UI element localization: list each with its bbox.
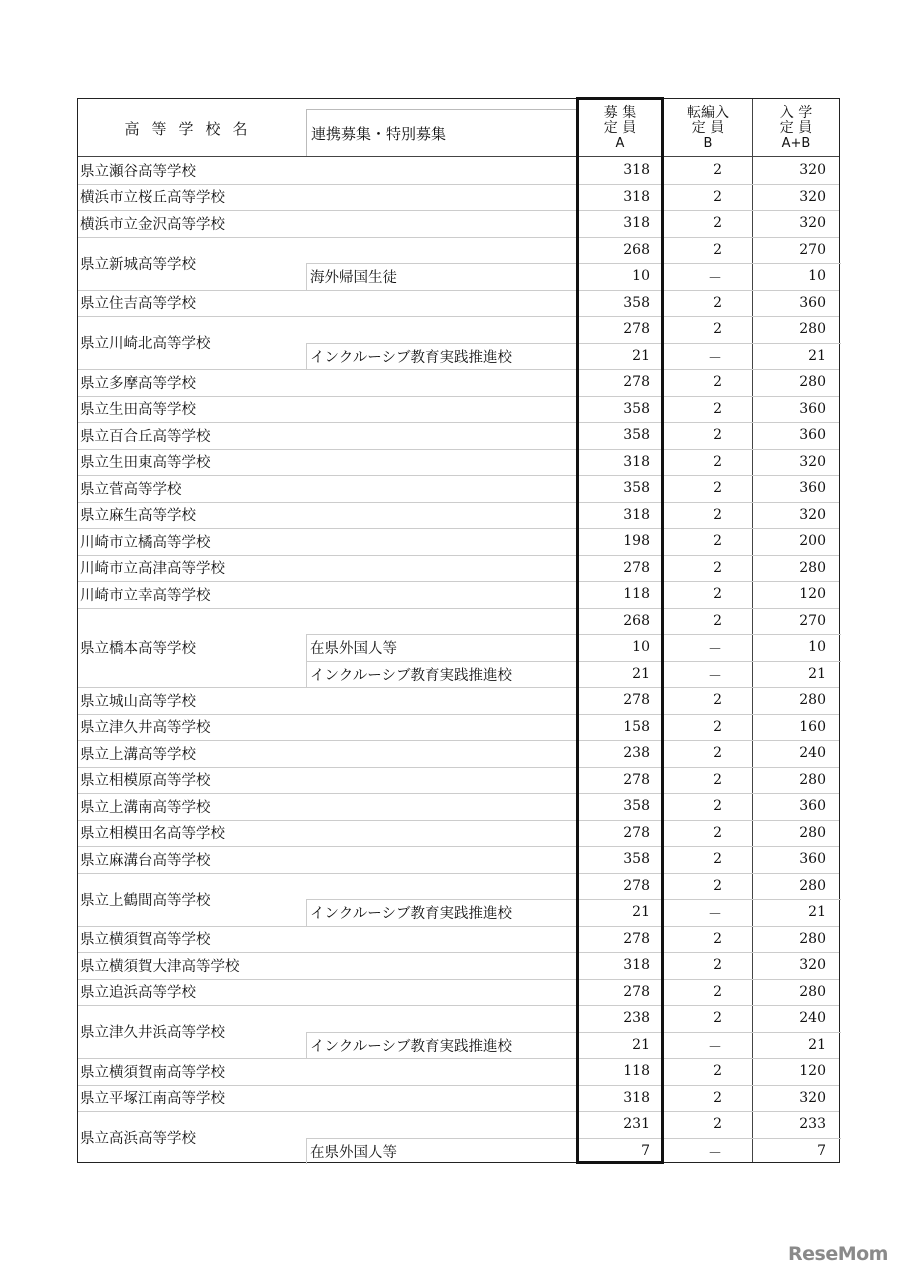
header-col-c-line1: 入 学 (779, 104, 813, 121)
capacity-b-cell: 2 (713, 745, 722, 761)
capacity-c-cell: 10 (808, 268, 826, 284)
school-name: 県立百合丘高等学校 (80, 428, 211, 445)
capacity-a-cell: 10 (632, 268, 650, 284)
school-name: 県立横須賀大津高等学校 (80, 958, 240, 975)
school-name: 県立津久井高等学校 (80, 720, 211, 737)
capacity-b-cell: 2 (713, 612, 722, 629)
capacity-a-cell: 358 (623, 851, 650, 867)
school-name: 県立多摩高等学校 (80, 375, 196, 392)
capacity-a-cell: 358 (623, 427, 650, 443)
capacity-a-cell: 358 (623, 480, 650, 496)
capacity-c-cell: 21 (808, 904, 826, 920)
col-divider-b (752, 99, 753, 1162)
school-name: 県立上溝高等学校 (80, 746, 196, 763)
capacity-b-cell: 2 (713, 851, 722, 867)
school-name: 県立平塚江南高等学校 (80, 1091, 225, 1108)
school-name: 県立橋本高等学校 (80, 640, 196, 657)
capacity-b-cell: 2 (713, 427, 722, 443)
sub-row-divider (576, 1138, 841, 1139)
capacity-a-cell: 318 (623, 188, 650, 205)
school-name: 県立新城高等学校 (80, 256, 196, 273)
capacity-c-cell: 320 (799, 162, 826, 178)
capacity-a-cell: 318 (623, 1089, 650, 1106)
capacity-a-cell: 278 (623, 692, 650, 708)
capacity-a-cell: 268 (623, 612, 650, 629)
capacity-b-cell: 2 (713, 1116, 722, 1132)
school-name: 県立横須賀南高等学校 (80, 1064, 225, 1081)
capacity-b-cell: － (708, 668, 722, 685)
capacity-a-cell: 318 (623, 957, 650, 973)
school-name: 川崎市立幸高等学校 (80, 587, 211, 604)
school-name: 川崎市立橘高等学校 (80, 534, 211, 551)
capacity-b-cell: 2 (713, 877, 722, 894)
capacity-a-cell: 238 (623, 1010, 650, 1026)
capacity-c-cell: 240 (799, 745, 826, 761)
capacity-c-cell: 270 (799, 612, 826, 629)
capacity-b-cell: 2 (713, 480, 722, 496)
capacity-c-cell: 320 (799, 957, 826, 973)
capacity-b-cell: 2 (713, 957, 722, 973)
capacity-c-cell: 233 (799, 1116, 826, 1132)
capacity-b-cell: － (708, 271, 722, 287)
school-name: 県立津久井浜高等学校 (80, 1025, 225, 1041)
capacity-a-cell: 278 (623, 983, 650, 1000)
capacity-a-cell: 358 (623, 294, 650, 311)
capacity-c-cell: 280 (799, 930, 826, 947)
school-name: 県立瀬谷高等学校 (80, 163, 196, 180)
sub-row-divider (576, 661, 841, 662)
sub-row-divider (576, 899, 841, 900)
capacity-c-cell: 320 (799, 1089, 826, 1106)
school-name: 県立生田東高等学校 (80, 455, 211, 472)
capacity-c-cell: 280 (799, 692, 826, 708)
capacity-a-cell: 238 (623, 745, 650, 761)
special-recruitment-label: インクルーシブ教育実践推進校 (306, 343, 576, 370)
special-recruitment-label: インクルーシブ教育実践推進校 (306, 899, 576, 926)
capacity-b-cell: 2 (713, 400, 722, 417)
capacity-c-cell: 360 (799, 400, 826, 417)
capacity-c-cell: 320 (799, 506, 826, 523)
special-recruitment-label: インクルーシブ教育実践推進校 (306, 1032, 576, 1059)
school-name: 県立高浜高等学校 (80, 1131, 196, 1147)
header-col-b (664, 99, 752, 157)
capacity-b-cell: 2 (713, 824, 722, 841)
capacity-b-cell: 2 (713, 692, 722, 708)
capacity-a-cell: 278 (623, 771, 650, 788)
capacity-a-cell: 318 (623, 453, 650, 470)
capacity-c-cell: 360 (799, 480, 826, 496)
capacity-c-cell: 280 (799, 877, 826, 894)
capacity-c-cell: 280 (799, 559, 826, 576)
capacity-c-cell: 120 (799, 1063, 826, 1079)
school-name: 県立上溝南高等学校 (80, 799, 211, 816)
capacity-b-cell: 2 (713, 586, 722, 602)
capacity-c-cell: 280 (799, 983, 826, 1000)
capacity-b-cell: 2 (713, 930, 722, 947)
capacity-a-cell: 358 (623, 400, 650, 417)
capacity-c-cell: 240 (799, 1010, 826, 1026)
capacity-a-cell: 158 (623, 718, 650, 735)
capacity-b-cell: 2 (713, 718, 722, 735)
capacity-a-cell: 21 (632, 347, 650, 364)
capacity-a-cell: 7 (641, 1142, 650, 1159)
capacity-c-cell: 120 (799, 586, 826, 602)
capacity-c-cell: 280 (799, 374, 826, 390)
sub-row-divider (576, 634, 841, 635)
capacity-b-cell: 2 (713, 374, 722, 390)
capacity-a-cell: 10 (632, 639, 650, 655)
capacity-b-cell: 2 (713, 983, 722, 1000)
capacity-b-cell: 2 (713, 241, 722, 258)
capacity-table (77, 98, 840, 1163)
school-name: 県立追浜高等学校 (80, 985, 196, 1002)
capacity-b-cell: 2 (713, 1063, 722, 1079)
capacity-a-cell: 318 (623, 506, 650, 523)
special-recruitment-label: 在県外国人等 (306, 1138, 576, 1165)
capacity-a-cell: 21 (632, 1036, 650, 1053)
capacity-c-cell: 160 (799, 718, 826, 735)
capacity-a-cell: 21 (632, 665, 650, 682)
header-col-a-letter: A (615, 135, 625, 151)
header-special-recruitment: 連携募集・特別募集 (306, 109, 576, 156)
capacity-a-cell: 231 (623, 1116, 650, 1132)
school-name: 横浜市立桜丘高等学校 (80, 190, 225, 207)
capacity-c-cell: 360 (799, 798, 826, 814)
capacity-c-cell: 360 (799, 851, 826, 867)
special-recruitment-label: 海外帰国生徒 (306, 263, 576, 290)
capacity-b-cell: － (708, 1145, 722, 1162)
capacity-a-cell: 118 (623, 586, 650, 602)
capacity-c-cell: 360 (799, 294, 826, 311)
school-name: 県立川崎北高等学校 (80, 336, 211, 352)
capacity-a-cell: 318 (623, 215, 650, 231)
school-name: 県立相模原高等学校 (80, 773, 211, 790)
capacity-b-cell: 2 (713, 559, 722, 576)
school-name: 県立相模田名高等学校 (80, 826, 225, 843)
capacity-a-cell: 198 (623, 533, 650, 549)
capacity-b-cell: 2 (713, 188, 722, 205)
table-header (78, 99, 839, 157)
capacity-a-cell: 278 (623, 824, 650, 841)
resemom-logo: ReseMom (788, 1243, 888, 1265)
capacity-b-cell: 2 (713, 1010, 722, 1026)
capacity-a-cell: 118 (623, 1063, 650, 1079)
header-col-b-letter: B (703, 135, 713, 151)
capacity-b-cell: － (708, 907, 722, 923)
school-name: 横浜市立金沢高等学校 (80, 216, 225, 233)
header-col-c (752, 99, 840, 157)
capacity-c-cell: 360 (799, 427, 826, 443)
school-name: 県立上鶴間高等学校 (80, 892, 211, 909)
capacity-b-cell: 2 (713, 294, 722, 311)
special-recruitment-label: インクルーシブ教育実践推進校 (306, 661, 576, 688)
header-col-a (576, 99, 664, 157)
capacity-c-cell: 280 (799, 771, 826, 788)
school-name: 県立菅高等学校 (80, 481, 182, 498)
school-row-divider (78, 475, 839, 476)
capacity-b-cell: 2 (713, 162, 722, 178)
header-col-c-line2: 定 員 (779, 119, 813, 136)
school-name: 県立住吉高等学校 (80, 296, 196, 313)
school-name: 県立城山高等学校 (80, 693, 196, 710)
capacity-b-cell: 2 (713, 321, 722, 337)
capacity-c-cell: 280 (799, 824, 826, 841)
capacity-c-cell: 320 (799, 453, 826, 470)
header-col-a-line1: 募 集 (603, 104, 637, 121)
school-name: 県立麻生高等学校 (80, 508, 196, 525)
school-name: 川崎市立高津高等学校 (80, 561, 225, 578)
school-name: 県立生田高等学校 (80, 402, 196, 419)
capacity-c-cell: 280 (799, 321, 826, 337)
sub-row-divider (576, 263, 841, 264)
header-col-a-line2: 定 員 (603, 119, 637, 136)
capacity-b-cell: － (708, 1039, 722, 1056)
header-col-b-line1: 転編入 (687, 104, 729, 121)
capacity-c-cell: 7 (817, 1142, 826, 1159)
capacity-c-cell: 21 (808, 665, 826, 682)
capacity-a-cell: 278 (623, 930, 650, 947)
school-name: 県立横須賀高等学校 (80, 932, 211, 949)
sub-row-divider (576, 1032, 841, 1033)
header-col-c-letter: A+B (781, 135, 811, 151)
capacity-c-cell: 320 (799, 188, 826, 205)
capacity-a-cell: 278 (623, 559, 650, 576)
capacity-b-cell: 2 (713, 453, 722, 470)
capacity-a-cell: 278 (623, 321, 650, 337)
sub-row-divider (576, 343, 841, 344)
capacity-c-cell: 270 (799, 241, 826, 258)
capacity-a-cell: 318 (623, 162, 650, 178)
capacity-a-cell: 268 (623, 241, 650, 258)
capacity-b-cell: 2 (713, 215, 722, 231)
capacity-a-cell: 278 (623, 374, 650, 390)
capacity-b-cell: 2 (713, 798, 722, 814)
capacity-b-cell: 2 (713, 506, 722, 523)
special-recruitment-label: 在県外国人等 (306, 634, 576, 661)
capacity-a-cell: 358 (623, 798, 650, 814)
capacity-c-cell: 320 (799, 215, 826, 231)
capacity-a-cell: 21 (632, 904, 650, 920)
school-name: 県立麻溝台高等学校 (80, 852, 211, 869)
capacity-b-cell: 2 (713, 1089, 722, 1106)
capacity-b-cell: 2 (713, 771, 722, 788)
capacity-b-cell: － (708, 350, 722, 367)
capacity-c-cell: 10 (808, 639, 826, 655)
capacity-b-cell: － (708, 642, 722, 658)
header-col-b-line2: 定 員 (691, 119, 725, 136)
capacity-c-cell: 21 (808, 347, 826, 364)
capacity-c-cell: 21 (808, 1036, 826, 1053)
header-school-name: 高等学校名 (124, 119, 260, 138)
capacity-b-cell: 2 (713, 533, 722, 549)
capacity-a-cell: 278 (623, 877, 650, 894)
capacity-c-cell: 200 (799, 533, 826, 549)
